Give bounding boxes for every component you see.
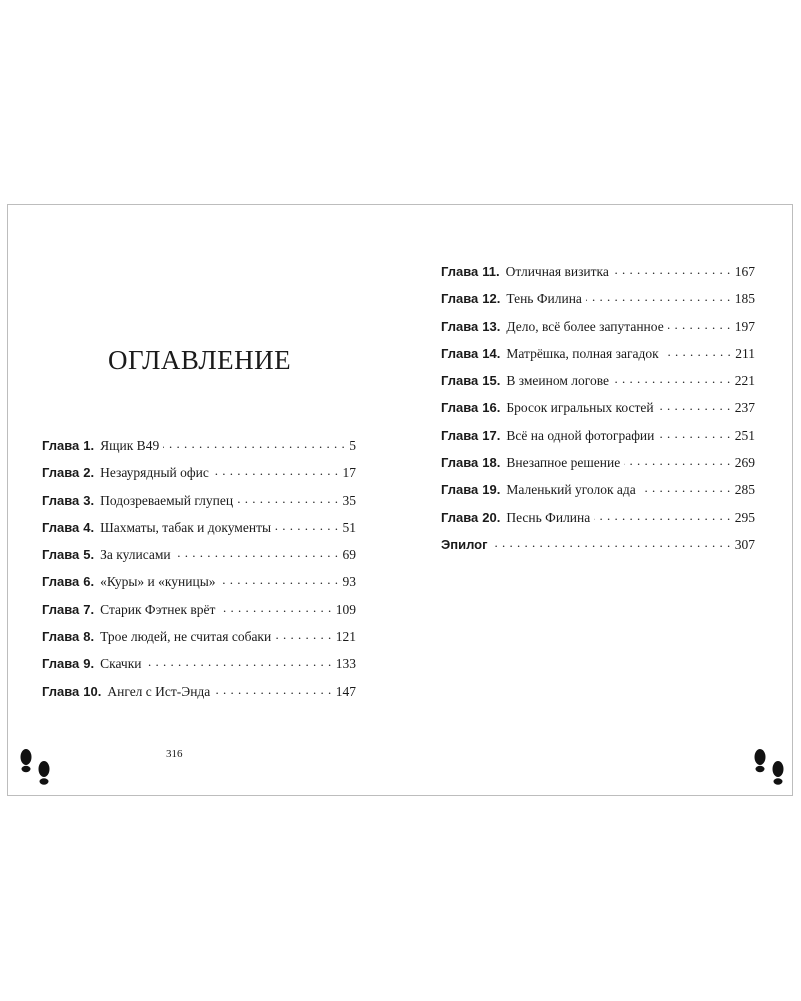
chapter-title: Ангел с Ист-Энда [107,683,211,699]
chapter-page: 93 [342,574,356,590]
dot-leader [586,289,731,303]
chapter-title: Маленький уголок ада [506,482,636,498]
dot-leader [668,317,731,331]
toc-entry: Глава 6 . «Куры» и «куницы» . . . 93 [42,572,356,599]
chapter-page: 295 [734,509,755,525]
dot-leader [624,453,731,467]
chapter-label: Глава [441,400,479,416]
chapter-title: «Куры» и «куницы» [100,574,216,590]
chapter-page: 35 [342,492,356,508]
chapter-title: Песнь Филина [506,509,591,525]
chapter-page: 251 [734,427,755,443]
chapter-label: Глава [441,373,479,389]
chapter-number: 17 [482,427,497,443]
toc-title: ОГЛАВЛЕНИЕ [108,345,292,375]
chapter-page: 147 [335,683,356,699]
chapter-label: Глава [42,574,80,590]
chapter-label: Глава [441,482,479,498]
chapter-number: 19 [482,482,497,498]
toc-left-column [42,436,356,709]
chapter-label: Глава [42,656,80,672]
chapter-number: 18 [482,455,497,471]
chapter-title: Матрёшка, полная загадок [506,345,659,361]
chapter-label: Глава [441,264,479,279]
epilogue-page: 307 [734,536,755,552]
dot-leader [594,508,730,522]
dot-leader [146,654,332,668]
toc-entry: Глава 12 . Тень Филина . . . 185 [441,289,755,316]
chapter-page: 197 [734,318,755,334]
toc-entry: Глава 17 . Всё на одной фотографии . . . 251 [441,426,755,453]
chapter-title: Отличная визитка [505,264,609,279]
chapter-page: 167 [734,264,755,279]
chapter-title: Подозреваемый глупец [100,492,234,508]
chapter-number: 7 [83,601,91,617]
chapter-title: За кулисами [100,547,171,563]
toc-entry: Глава 15 . В змеином логове . . . 221 [441,371,755,398]
dot-leader [492,535,731,549]
chapter-label: Глава [441,345,479,361]
chapter-page: 269 [734,455,755,471]
chapter-page: 51 [342,519,356,535]
chapter-label: Глава [42,601,80,617]
toc-entry: Глава 4 . Шахматы, табак и документы . . . 51 [42,518,356,545]
chapter-label: Глава [42,492,80,508]
chapter-label: Глава [441,318,479,334]
chapter-number: 14 [482,345,497,361]
chapter-label: Глава [42,438,80,453]
toc-right-column [441,262,755,562]
chapter-page: 17 [342,465,356,481]
toc-entry: Глава 1 . Ящик B49 . . . 5 [42,436,356,463]
chapter-label: Глава [42,519,80,535]
dot-leader [213,463,339,477]
epilogue-label: Эпилог [441,536,488,552]
chapter-number: 1 [83,438,91,453]
dot-leader [175,545,339,559]
chapter-page: 185 [734,291,755,307]
dot-leader [613,262,731,276]
dot-leader [658,398,731,412]
chapter-title: Скачки [100,656,142,672]
chapter-title: Дело, всё более запутанное [506,318,664,334]
chapter-title: Тень Филина [506,291,582,307]
chapter-page: 121 [335,629,356,645]
dot-leader [237,491,338,505]
chapter-number: 4 [83,519,91,535]
chapter-label: Глава [42,547,80,563]
toc-entry: Глава 2 . Незаурядный офис . . . 17 [42,463,356,490]
toc-entry: Глава 5 . За кулисами . . . 69 [42,545,356,572]
chapter-title: Бросок игральных костей [506,400,654,416]
toc-entry: Глава 10 . Ангел с Ист-Энда . . . 147 [42,682,356,709]
dot-leader [658,426,730,440]
toc-entry: Глава 3 . Подозреваемый глупец . . . 35 [42,491,356,518]
dot-leader [640,480,731,494]
chapter-number: 12 [482,291,497,307]
toc-entry: Глава 7 . Старик Фэтнек врёт . . . 109 [42,600,356,627]
chapter-page: 133 [335,656,356,672]
chapter-label: Глава [42,629,80,645]
chapter-label: Глава [441,427,479,443]
dot-leader [163,436,345,450]
dot-leader [214,682,331,696]
toc-entry: Глава 20 . Песнь Филина . . . 295 [441,508,755,535]
chapter-number: 6 [83,574,91,590]
dot-leader [663,344,732,358]
dot-leader [275,518,338,532]
dot-leader [613,371,731,385]
chapter-number: 13 [482,318,497,334]
chapter-number: 8 [83,629,91,645]
chapter-label: Глава [441,455,479,471]
dot-leader [220,572,339,586]
chapter-number: 11 [482,264,497,279]
chapter-label: Глава [42,465,80,481]
chapter-number: 16 [482,400,497,416]
chapter-number: 10 [83,683,98,699]
chapter-number: 20 [482,509,497,525]
chapter-title: Трое людей, не считая собаки [100,629,272,645]
page-number: 316 [166,748,183,760]
chapter-page: 211 [735,345,755,361]
toc-entry: Глава 11 . Отличная визитка . . . 167 [441,262,755,289]
footprints-icon [750,748,790,790]
toc-entry: Глава 16 . Бросок игральных костей . . . 237 [441,398,755,425]
footprints-icon [16,748,56,790]
chapter-label: Глава [42,683,80,699]
chapter-label: Глава [441,291,479,307]
chapter-title: Всё на одной фотографии [506,427,655,443]
toc-entry: Глава 13 . Дело, всё более запутанное . . . 197 [441,317,755,344]
chapter-title: В змеином логове [506,373,610,389]
chapter-title: Шахматы, табак и документы [100,519,272,535]
chapter-number: 2 [83,465,91,481]
dot-leader [275,627,332,641]
toc-entry-epilogue [441,535,755,562]
chapter-number: 9 [83,656,91,672]
toc-entry: Глава 8 . Трое людей, не считая собаки . . . 121 [42,627,356,654]
chapter-title: Внезапное решение [506,455,621,471]
toc-entry: Глава 9 . Скачки . . . 133 [42,654,356,681]
chapter-title: Ящик B49 [100,438,160,453]
chapter-title: Старик Фэтнек врёт [100,601,216,617]
chapter-number: 15 [482,373,497,389]
chapter-page: 69 [342,547,356,563]
chapter-number: 5 [83,547,91,563]
dot-leader [219,600,331,614]
chapter-page: 285 [734,482,755,498]
toc-entry: Глава 14 . Матрёшка, полная загадок . . . 211 [441,344,755,371]
toc-entry: Глава 18 . Внезапное решение . . . 269 [441,453,755,480]
chapter-number: 3 [83,492,91,508]
toc-entry: Глава 19 . Маленький уголок ада . . . 285 [441,480,755,507]
chapter-label: Глава [441,509,479,525]
chapter-page: 109 [335,601,356,617]
chapter-page: 237 [734,400,755,416]
chapter-page: 5 [349,438,356,453]
chapter-title: Незаурядный офис [100,465,209,481]
chapter-page: 221 [734,373,755,389]
